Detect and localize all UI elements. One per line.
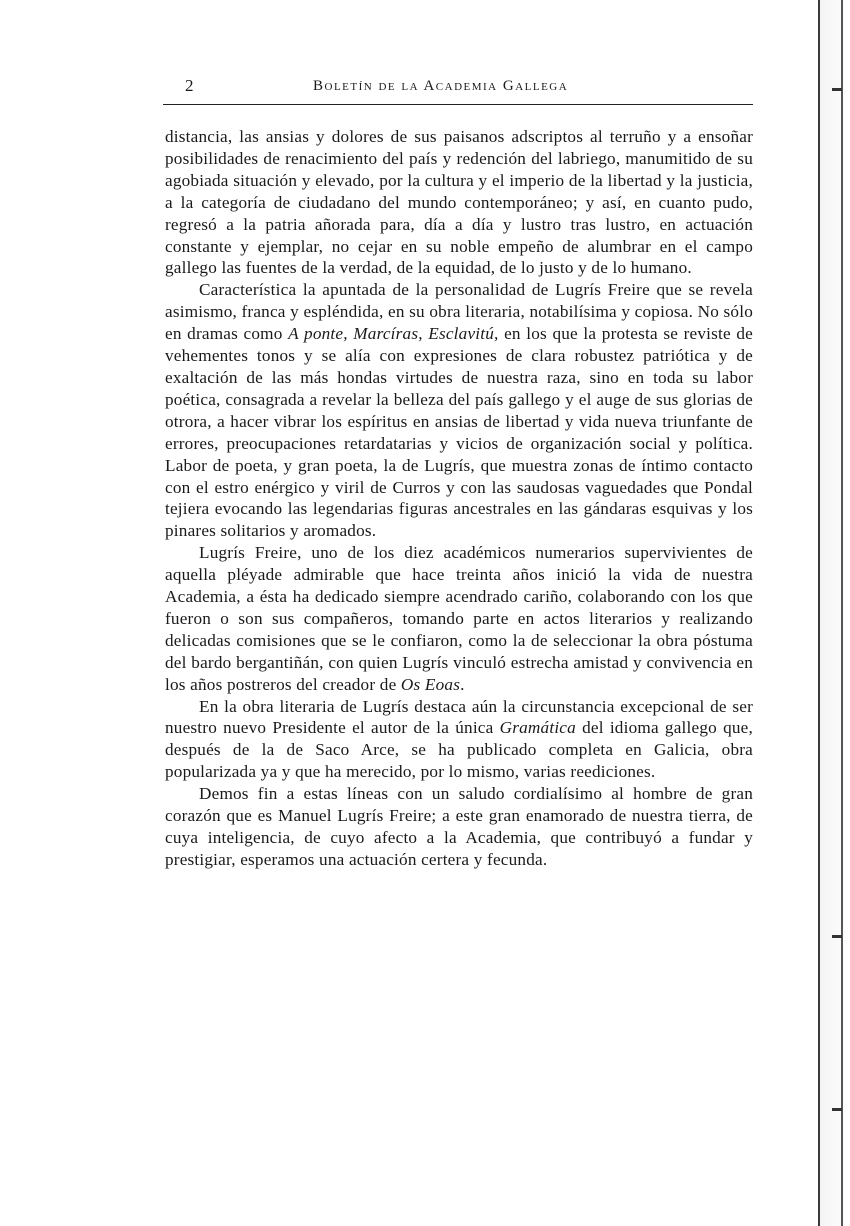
paragraph-text: En la obra literaria de Lugrís destaca aún la circunstancia excepcional de ser nuestro nuevo Presidente el autor de la única (165, 696, 753, 738)
italic-title: A ponte, Marcíras, Esclavitú, (288, 324, 499, 344)
paragraph-text: del idioma gallego que, después de la de Saco Arce, se ha publicado completa en Galicia, obra popularizada ya y que ha merecido, por lo mismo, varias reediciones. (165, 718, 753, 782)
paragraph (165, 279, 753, 542)
page-number: 2 (185, 76, 194, 95)
paragraph-text: en los que la protesta se reviste de vehementes tonos y se alía con expresiones de clara robustez patriótica y de exaltación de las más hondas virtudes de nuestra raza, sino en toda su labor poética, consagrada a revelar la belleza del país gallego y el auge de sus glorias de otrora, a hacer vibrar los espíritus en ansias de libertad y vida nueva triunfante de errores, preocupaciones retardatarias y vicios de organización social y política. Labor de poeta, y gran poeta, la de Lugrís, que muestra zonas de íntimo contacto con el estro enérgico y viril de Curros y con las saudosas vaguedades que Pondal tejiera evocando las legendarias figuras ancestrales en las gándaras esquivas y los pinares solitarios y aromados. (165, 324, 754, 541)
italic-title: Os Eoas (400, 674, 461, 694)
paragraph-text: Característica la apuntada de la personalidad de Lugrís Freire que se revela asimismo, franca y espléndida, en su obra literaria, notabilísima y copiosa. No sólo en dramas como (165, 280, 753, 344)
article-body (165, 126, 753, 871)
page-header (163, 74, 753, 105)
binding-shadow (820, 0, 850, 1226)
paragraph-text: distancia, las ansias y dolores de sus paisanos adscriptos al terruño y a ensoñar posibilidades de renacimiento del país y redención del labriego, manumitido de su agobiada situación y elevado, por la cultura y el imperio de la libertad y la justicia, a la categoría de ciudadano del mundo contemporáneo; y así, en cuanto pudo, regresó a la patria añorada para, día a día y lustro tras lustro, en actuación constante y ejemplar, no cejar en su noble empeño de alumbrar en el campo gallego las fuentes de la verdad, de la equidad, de lo justo y de lo humano. (165, 127, 753, 278)
paragraph (165, 126, 753, 279)
binding-edge-outer (841, 0, 843, 1226)
italic-title: Gramática (499, 718, 576, 738)
paragraph (165, 696, 753, 784)
running-title: Boletín de la Academia Gallega (313, 78, 569, 94)
binding-edge (818, 0, 820, 1226)
paragraph-text: Lugrís Freire, uno de los diez académicos numerarios supervivientes de aquella pléyade admirable que hace treinta años inició la vida de nuestra Academia, a ésta ha dedicado siempre acendrado cariño, colaborando con los que fueron o son sus compañeros, tomando parte en actos literarios y realizando delicadas comisiones que se le confiaron, como la de seleccionar la obra póstuma del bardo bergantiñán, con quien Lugrís vinculó estrecha amistad y convivencia en los años postreros del creador de (165, 543, 753, 694)
binding-tick (832, 1108, 842, 1111)
binding-tick (832, 935, 842, 938)
paragraph (165, 783, 753, 871)
binding-tick (832, 88, 842, 91)
paragraph-text: Demos fin a estas líneas con un saludo cordialísimo al hombre de gran corazón que es Manuel Lugrís Freire; a este gran enamorado de nuestra tierra, de cuya inteligencia, de cuyo afecto a la Academia, que contribuyó a fundar y prestigiar, esperamos una actuación certera y fecunda. (165, 784, 753, 869)
paragraph-text: . (460, 674, 465, 694)
paragraph (165, 542, 753, 695)
